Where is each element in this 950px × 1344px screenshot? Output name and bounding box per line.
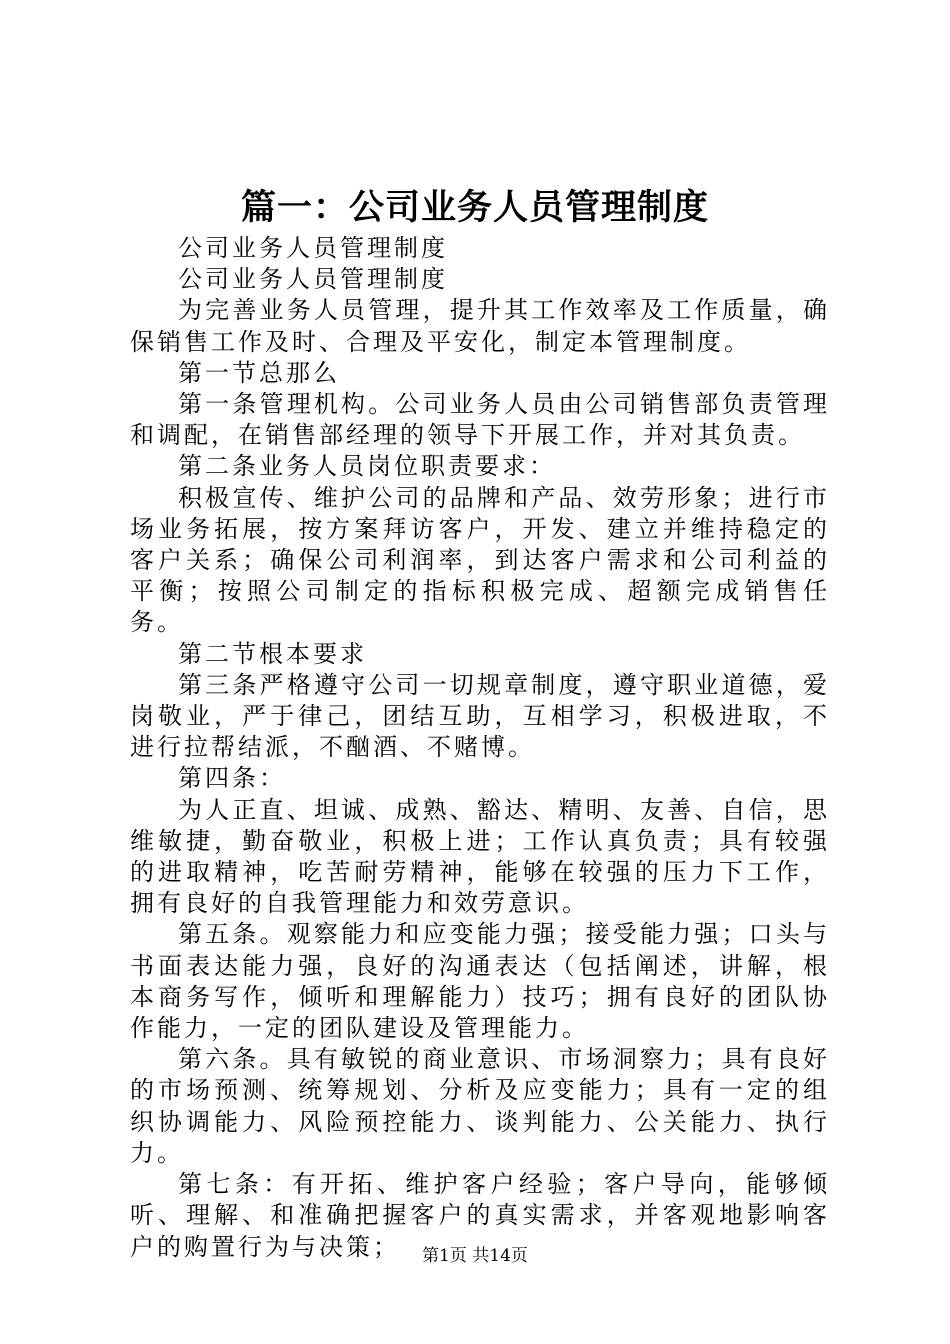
paragraph: 第二条业务人员岗位职责要求：: [178, 452, 556, 481]
paragraph: 公司业务人员管理制度: [178, 234, 448, 262]
paragraph: 第一条管理机构。公司业务人员由公司销售部负责管理和调配，在销售部经理的领导下开展工作，并对其负责。: [130, 390, 830, 450]
paragraph: 第四条：: [178, 764, 286, 793]
section-heading: 第二节根本要求: [178, 639, 367, 668]
section-heading: 第一节总那么: [178, 358, 340, 387]
paragraph: 公司业务人员管理制度: [178, 265, 448, 294]
paragraph: 为人正直、坦诚、成熟、豁达、精明、友善、自信，思维敏捷，勤奋敬业，积极上进；工作认真负责；具有较强的进取精神，吃苦耐劳精神，能够在较强的压力下工作，拥有良好的自我管理能力和效劳意识。: [130, 795, 830, 918]
paragraph: 第五条。观察能力和应变能力强；接受能力强；口头与书面表达能力强，良好的沟通表达（包括阐述，讲解，根本商务写作，倾听和理解能力）技巧；拥有良好的团队协作能力，一定的团队建设及管理能力。: [130, 920, 830, 1043]
page-number-footer: 第1页 共14页: [422, 1246, 528, 1266]
paragraph: 积极宣传、维护公司的品牌和产品、效劳形象；进行市场业务拓展，按方案拜访客户，开发、建立并维持稳定的客户关系；确保公司利润率，到达客户需求和公司利益的平衡；按照公司制定的指标积极完成、超额完成销售任务。: [130, 483, 830, 637]
document-body: [130, 233, 830, 1263]
paragraph: 第六条。具有敏锐的商业意识、市场洞察力；具有良好的市场预测、统筹规划、分析及应变能力；具有一定的组织协调能力、风险预控能力、谈判能力、公关能力、执行力。: [130, 1045, 830, 1167]
paragraph: 为完善业务人员管理，提升其工作效率及工作质量，确保销售工作及时、合理及平安化，制定本管理制度。: [130, 296, 830, 356]
paragraph: 第七条：有开拓、维护客户经验；客户导向，能够倾听、理解、和准确把握客户的真实需求，并客观地影响客户的购置行为与决策；: [130, 1170, 830, 1261]
document-title: 篇一：公司业务人员管理制度: [240, 187, 709, 228]
paragraph: 第三条严格遵守公司一切规章制度，遵守职业道德，爱岗敬业，严于律己，团结互助，互相学习，积极进取，不进行拉帮结派，不酗酒、不赌博。: [130, 670, 830, 762]
